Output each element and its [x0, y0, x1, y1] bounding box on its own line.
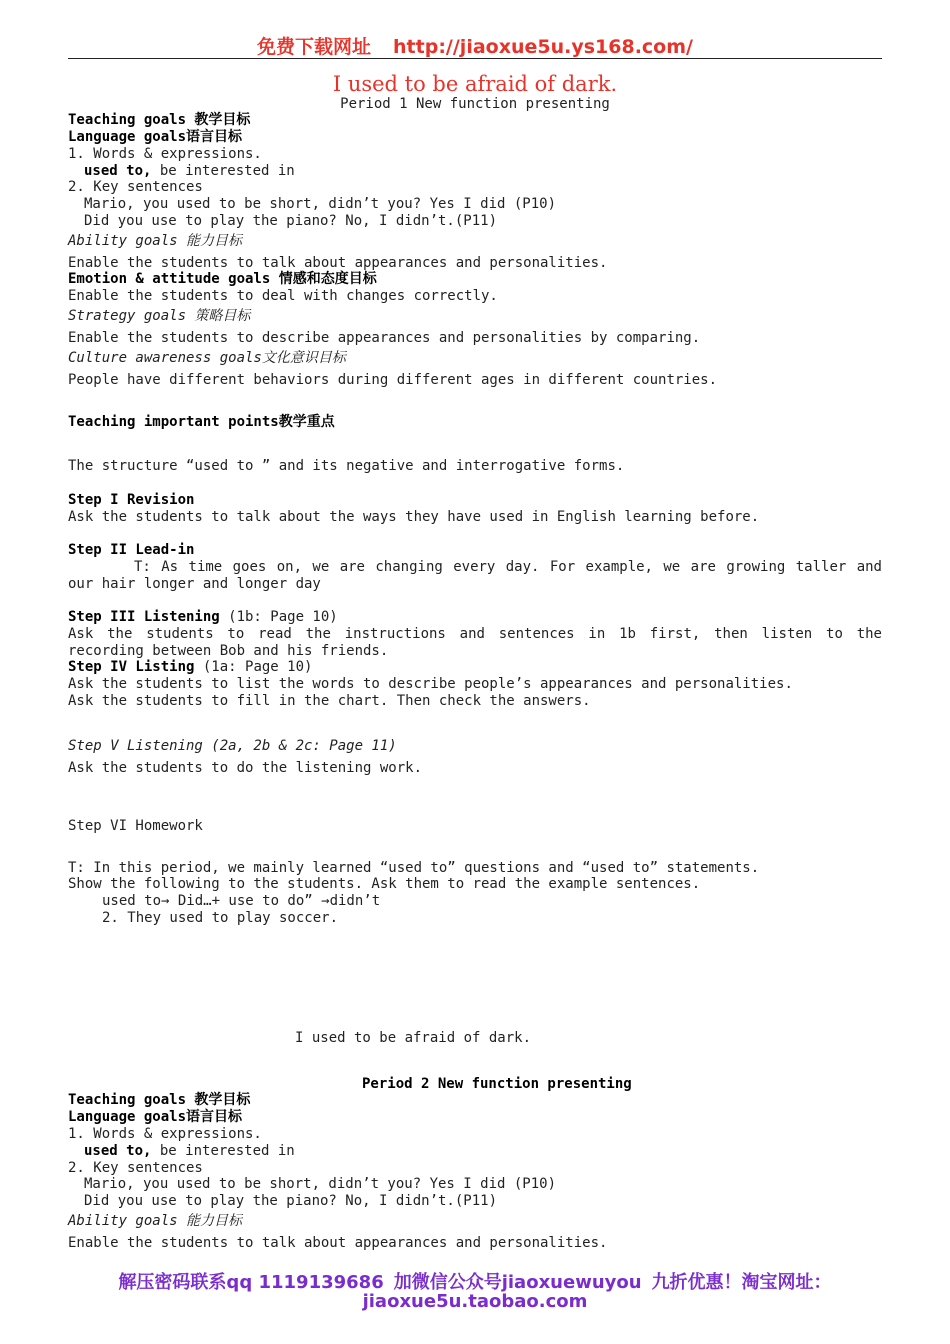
emotion-goals-heading: Emotion & attitude goals 情感和态度目标 — [68, 271, 377, 287]
p2-key-sentence-1: Mario, you used to be short, didn’t you? Yes I did (P10) — [84, 1176, 557, 1192]
language-goals-heading: Language goals语言目标 — [68, 129, 243, 145]
example-line-2: 2. They used to play soccer. — [102, 910, 339, 926]
p2-key-sentences-heading: 2. Key sentences — [68, 1160, 203, 1176]
step2-text: T: As time goes on, we are changing every day. For example, we are growing taller and our hair longer and longer day — [68, 559, 882, 592]
p2-words-rest: be interested in — [151, 1143, 295, 1159]
strategy-goals-heading: Strategy goals 策略目标 — [68, 308, 251, 324]
p2-words-bold: used to, — [84, 1143, 152, 1159]
key-sentence-2: Did you use to play the piano? No, I didn’t.(P11) — [84, 213, 498, 229]
period2-repeat-title: I used to be afraid of dark. — [295, 1030, 532, 1046]
structure-text: The structure “used to ” and its negative and interrogative forms. — [68, 458, 625, 474]
ability-goals-text: Enable the students to talk about appearances and personalities. — [68, 255, 608, 271]
step1-text: Ask the students to talk about the ways they have used in English learning before. — [68, 509, 760, 525]
step4-text-2: Ask the students to fill in the chart. Then check the answers. — [68, 693, 591, 709]
step5-text: Ask the students to do the listening work. — [68, 760, 423, 776]
step4-note: (1a: Page 10) — [194, 659, 313, 675]
step3-line — [68, 609, 338, 626]
p2-ability-goals-text: Enable the students to talk about appearances and personalities. — [68, 1235, 608, 1251]
p2-ability-goals-heading: Ability goals 能力目标 — [68, 1213, 243, 1229]
step3-text: Ask the students to read the instructions and sentences in 1b first, then listen to the recording between Bob and his friends. — [68, 626, 882, 659]
lesson-title: I used to be afraid of dark. — [332, 72, 618, 96]
teaching-goals-heading: Teaching goals 教学目标 — [68, 112, 251, 128]
step1-title: Step I Revision — [68, 492, 195, 508]
footer-password-contact: 解压密码联系qq 1119139686 — [118, 1272, 384, 1293]
header-label: 免费下载网址 — [257, 36, 372, 58]
example-line-1: used to→ Did…+ use to do” →didn’t — [102, 893, 381, 909]
p2-language-goals-heading: Language goals语言目标 — [68, 1109, 243, 1125]
step3-title: Step III Listening — [68, 609, 220, 625]
strategy-goals-text: Enable the students to describe appearances and personalities by comparing. — [68, 330, 701, 346]
step3-note: (1b: Page 10) — [219, 609, 338, 625]
step4-text-1: Ask the students to list the words to describe people’s appearances and personalities. — [68, 676, 793, 692]
culture-goals-text: People have different behaviors during different ages in different countries. — [68, 372, 718, 388]
period2-subtitle: Period 2 New function presenting — [362, 1076, 632, 1092]
key-sentence-1: Mario, you used to be short, didn’t you? Yes I did (P10) — [84, 196, 557, 212]
step4-line — [68, 659, 312, 676]
footer-discount: 九折优惠！淘宝网址： — [651, 1272, 832, 1293]
summary-line-2: Show the following to the students. Ask them to read the example sentences. — [68, 876, 701, 892]
step6-title: Step VI Homework — [68, 818, 203, 834]
step5-title: Step V Listening (2a, 2b & 2c: Page 11) — [68, 738, 397, 754]
p2-words-line — [84, 1143, 295, 1160]
footer-wechat: 加微信公众号jiaoxuewuyou — [393, 1272, 642, 1293]
p2-words-heading: 1. Words & expressions. — [68, 1126, 262, 1142]
words-line — [84, 163, 295, 180]
p2-teaching-goals-heading: Teaching goals 教学目标 — [68, 1092, 251, 1108]
period1-subtitle: Period 1 New function presenting — [340, 96, 610, 112]
words-bold: used to, — [84, 163, 152, 179]
download-header — [0, 32, 950, 59]
important-points-heading: Teaching important points教学重点 — [68, 414, 335, 430]
summary-line-1: T: In this period, we mainly learned “used to” questions and “used to” statements. — [68, 860, 760, 876]
key-sentences-heading: 2. Key sentences — [68, 179, 203, 195]
emotion-goals-text: Enable the students to deal with changes correctly. — [68, 288, 498, 304]
step2-title: Step II Lead-in — [68, 542, 195, 558]
step4-title: Step IV Listing — [68, 659, 195, 675]
header-divider — [68, 58, 882, 59]
header-url-link[interactable]: http://jiaoxue5u.ys168.com/ — [393, 36, 693, 58]
culture-goals-heading: Culture awareness goals文化意识目标 — [68, 350, 346, 366]
ability-goals-heading: Ability goals 能力目标 — [68, 233, 243, 249]
footer-shop-link[interactable]: jiaoxue5u.taobao.com — [362, 1291, 588, 1312]
words-rest: be interested in — [151, 163, 295, 179]
words-heading: 1. Words & expressions. — [68, 146, 262, 162]
p2-key-sentence-2: Did you use to play the piano? No, I didn’t.(P11) — [84, 1193, 498, 1209]
